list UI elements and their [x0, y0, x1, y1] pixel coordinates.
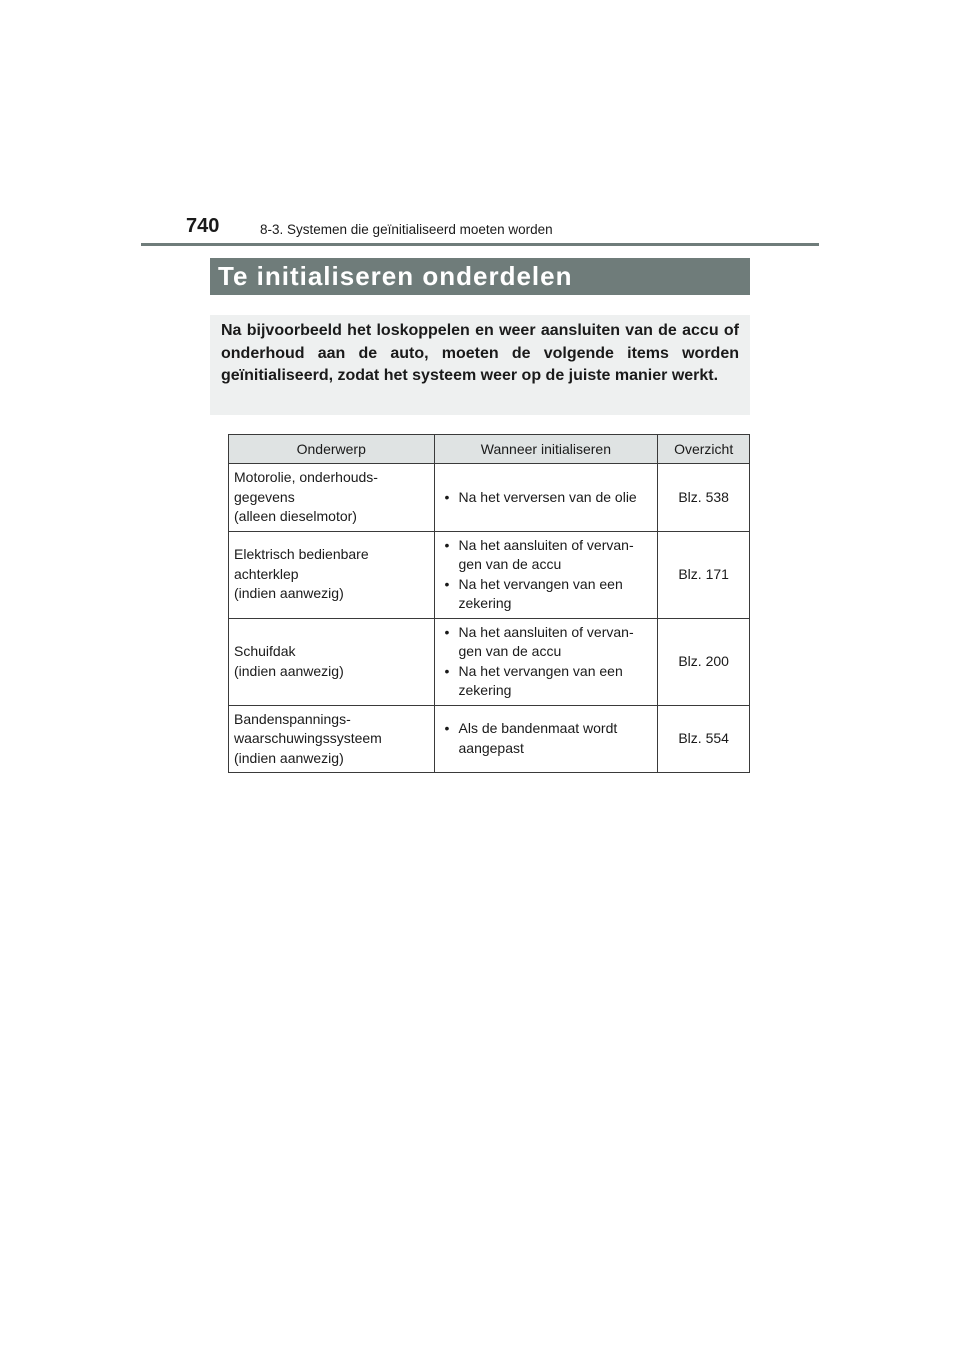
- subject-line: achterklep: [234, 565, 299, 582]
- subject-cell: [229, 531, 435, 618]
- header-divider: [141, 243, 819, 246]
- subject-cell: [229, 618, 435, 705]
- table-row: [229, 531, 750, 618]
- subject-line: waarschuwingssysteem: [234, 730, 382, 746]
- bullet-item: • Na het vervangen van een zekering: [441, 662, 654, 701]
- page-number: 740: [186, 215, 220, 237]
- column-header-subject: Onderwerp: [229, 435, 435, 464]
- subject-line: Schuifdak: [234, 643, 296, 659]
- when-cell: [434, 618, 658, 705]
- subject-line: (indien aanwezig): [234, 585, 344, 602]
- subject-line: Elektrisch bedienbare: [234, 546, 369, 563]
- section-title: Te initialiseren onderdelen: [218, 261, 573, 291]
- column-header-when: Wanneer initialiseren: [434, 435, 658, 464]
- subject-cell: [229, 705, 435, 773]
- table-row: [229, 618, 750, 705]
- subject-cell: [229, 464, 435, 532]
- table-row: [229, 705, 750, 773]
- bullet-item: • Na het vervangen van een zekering: [441, 575, 654, 614]
- section-title-bar: [210, 258, 750, 295]
- table-row: [229, 464, 750, 532]
- when-cell: [434, 531, 658, 618]
- column-header-overview: Overzicht: [658, 435, 750, 464]
- table-header-row: [229, 435, 750, 464]
- bullet-item: • Na het aansluiten of vervan-gen van de accu: [441, 536, 654, 575]
- intro-text: Na bijvoorbeeld het loskoppelen en weer aansluiten van de accu of onderhoud aan de auto, moeten de volgende items worden geïnitialiseerd, zodat het systeem weer op de juiste manier werkt.: [221, 322, 739, 384]
- bullet-item: • Na het aansluiten of vervan-gen van de accu: [441, 623, 654, 662]
- bullet-item: • Na het verversen van de olie: [441, 488, 654, 508]
- subject-line: (indien aanwezig): [234, 662, 344, 679]
- intro-box: [210, 315, 750, 415]
- subject-line: gegevens: [234, 488, 295, 505]
- initialization-table: [228, 434, 750, 773]
- page-reference: Blz. 538: [658, 464, 750, 532]
- page-reference: Blz. 554: [658, 705, 750, 773]
- page-reference: Blz. 171: [658, 531, 750, 618]
- section-reference: 8-3. Systemen die geïnitialiseerd moeten worden: [260, 222, 553, 237]
- page-reference: Blz. 200: [658, 618, 750, 705]
- subject-line: Motorolie, onderhouds-: [234, 469, 378, 485]
- bullet-item: • Als de bandenmaat wordt aangepast: [441, 719, 654, 758]
- when-cell: [434, 705, 658, 773]
- when-cell: [434, 464, 658, 532]
- subject-line: (alleen dieselmotor): [234, 508, 357, 524]
- subject-line: (indien aanwezig): [234, 749, 344, 766]
- subject-line: Bandenspannings-: [234, 710, 351, 727]
